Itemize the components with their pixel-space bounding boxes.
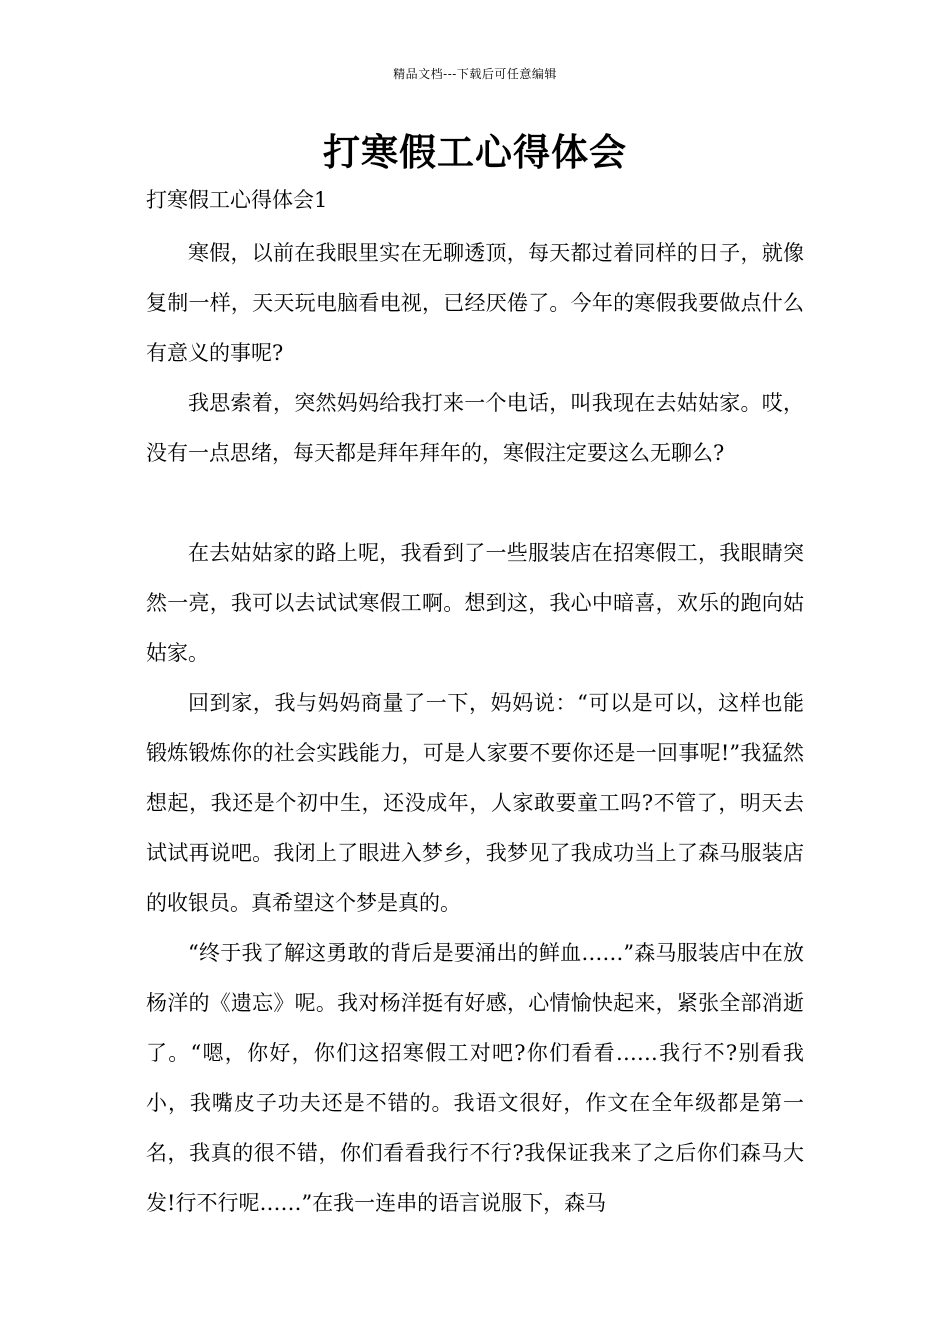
- paragraph: 回到家，我与妈妈商量了一下，妈妈说：“可以是可以，这样也能锻炼锻炼你的社会实践能力，可是人家要不要你还是一回事呢!”我猛然想起，我还是个初中生，还没成年，人家敢要童工吗?不管了，明天去试试再说吧。我闭上了眼进入梦乡，我梦见了我成功当上了森马服装店的收银员。真希望这个梦是真的。: [146, 691, 804, 915]
- paragraph: “终于我了解这勇敢的背后是要涌出的鲜血……”森马服装店中在放杨洋的《遗忘》呢。我对杨洋挺有好感，心情愉快起来，紧张全部消逝了。“嗯，你好，你们这招寒假工对吧?你们看看……我行不?别看我小，我嘴皮子功夫还是不错的。我语文很好，作文在全年级都是第一名，我真的很不错，你们看看我行不行?我保证我来了之后你们森马大发!行不行呢……”在我一连串的语言说服下，森马: [146, 941, 804, 1215]
- paragraph: 寒假，以前在我眼里实在无聊透顶，每天都过着同样的日子，就像复制一样，天天玩电脑看电视，已经厌倦了。今年的寒假我要做点什么有意义的事呢?: [146, 241, 804, 365]
- document-title: 打寒假工心得体会: [323, 130, 627, 174]
- paragraph: 在去姑姑家的路上呢，我看到了一些服装店在招寒假工，我眼睛突然一亮，我可以去试试寒假工啊。想到这，我心中暗喜，欢乐的跑向姑姑家。: [146, 541, 804, 665]
- document-body: [146, 228, 804, 1228]
- header-note: 精品文档---下载后可任意编辑: [393, 67, 557, 81]
- paragraph: 我思索着，突然妈妈给我打来一个电话，叫我现在去姑姑家。哎，没有一点思绪，每天都是拜年拜年的，寒假注定要这么无聊么?: [146, 391, 804, 465]
- section-heading: 打寒假工心得体会1: [146, 188, 328, 212]
